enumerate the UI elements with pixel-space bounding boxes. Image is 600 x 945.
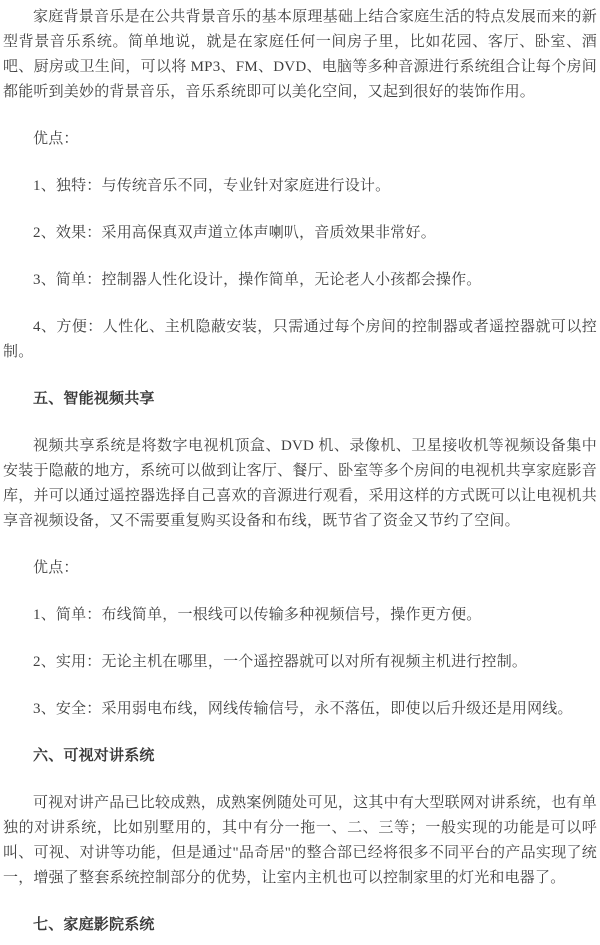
body-paragraph: 优点： [33, 560, 79, 576]
body-paragraph: 1、简单：布线简单，一根线可以传输多种视频信号，操作更方便。 [33, 607, 482, 623]
document-body [3, 5, 597, 938]
section-heading: 五、智能视频共享 [33, 391, 155, 407]
body-paragraph: 2、效果：采用高保真双声道立体声喇叭，音质效果非常好。 [33, 225, 436, 241]
body-paragraph: 家庭背景音乐是在公共背景音乐的基本原理基础上结合家庭生活的特点发展而来的新型背景音乐系统。简单地说，就是在家庭任何一间房子里，比如花园、客厅、卧室、酒吧、厨房或卫生间，可以将 MP3、FM、DVD、电脑等多种音源进行系统组合让每个房间都能听到美妙的背景音乐，音乐系统即可以美化空间，又起到很好的装饰作用。 [3, 9, 597, 100]
body-paragraph: 4、方便：人性化、主机隐蔽安装，只需通过每个房间的控制器或者遥控器就可以控制。 [3, 319, 597, 360]
section-heading: 六、可视对讲系统 [33, 748, 155, 764]
body-paragraph: 3、简单：控制器人性化设计，操作简单，无论老人小孩都会操作。 [33, 272, 482, 288]
body-paragraph: 3、安全：采用弱电布线，网线传输信号，永不落伍，即使以后升级还是用网线。 [33, 701, 573, 717]
section-heading: 七、家庭影院系统 [33, 917, 155, 933]
body-paragraph: 优点： [33, 131, 79, 147]
body-paragraph: 可视对讲产品已比较成熟，成熟案例随处可见，这其中有大型联网对讲系统，也有单独的对讲系统，比如别墅用的，其中有分一拖一、二、三等；一般实现的功能是可以呼叫、可视、对讲等功能，但是通过"品奇居"的整合部已经将很多不同平台的产品实现了统一，增强了整套系统控制部分的优势，让室内主机也可以控制家里的灯光和电器了。 [3, 795, 597, 886]
body-paragraph: 2、实用：无论主机在哪里，一个遥控器就可以对所有视频主机进行控制。 [33, 654, 528, 670]
body-paragraph: 视频共享系统是将数字电视机顶盒、DVD 机、录像机、卫星接收机等视频设备集中安装于隐蔽的地方，系统可以做到让客厅、餐厅、卧室等多个房间的电视机共享家庭影音库，并可以通过遥控器选择自己喜欢的音源进行观看，采用这样的方式既可以让电视机共享音视频设备，又不需要重复购买设备和布线，既节省了资金又节约了空间。 [3, 438, 597, 529]
body-paragraph: 1、独特：与传统音乐不同，专业针对家庭进行设计。 [33, 178, 391, 194]
